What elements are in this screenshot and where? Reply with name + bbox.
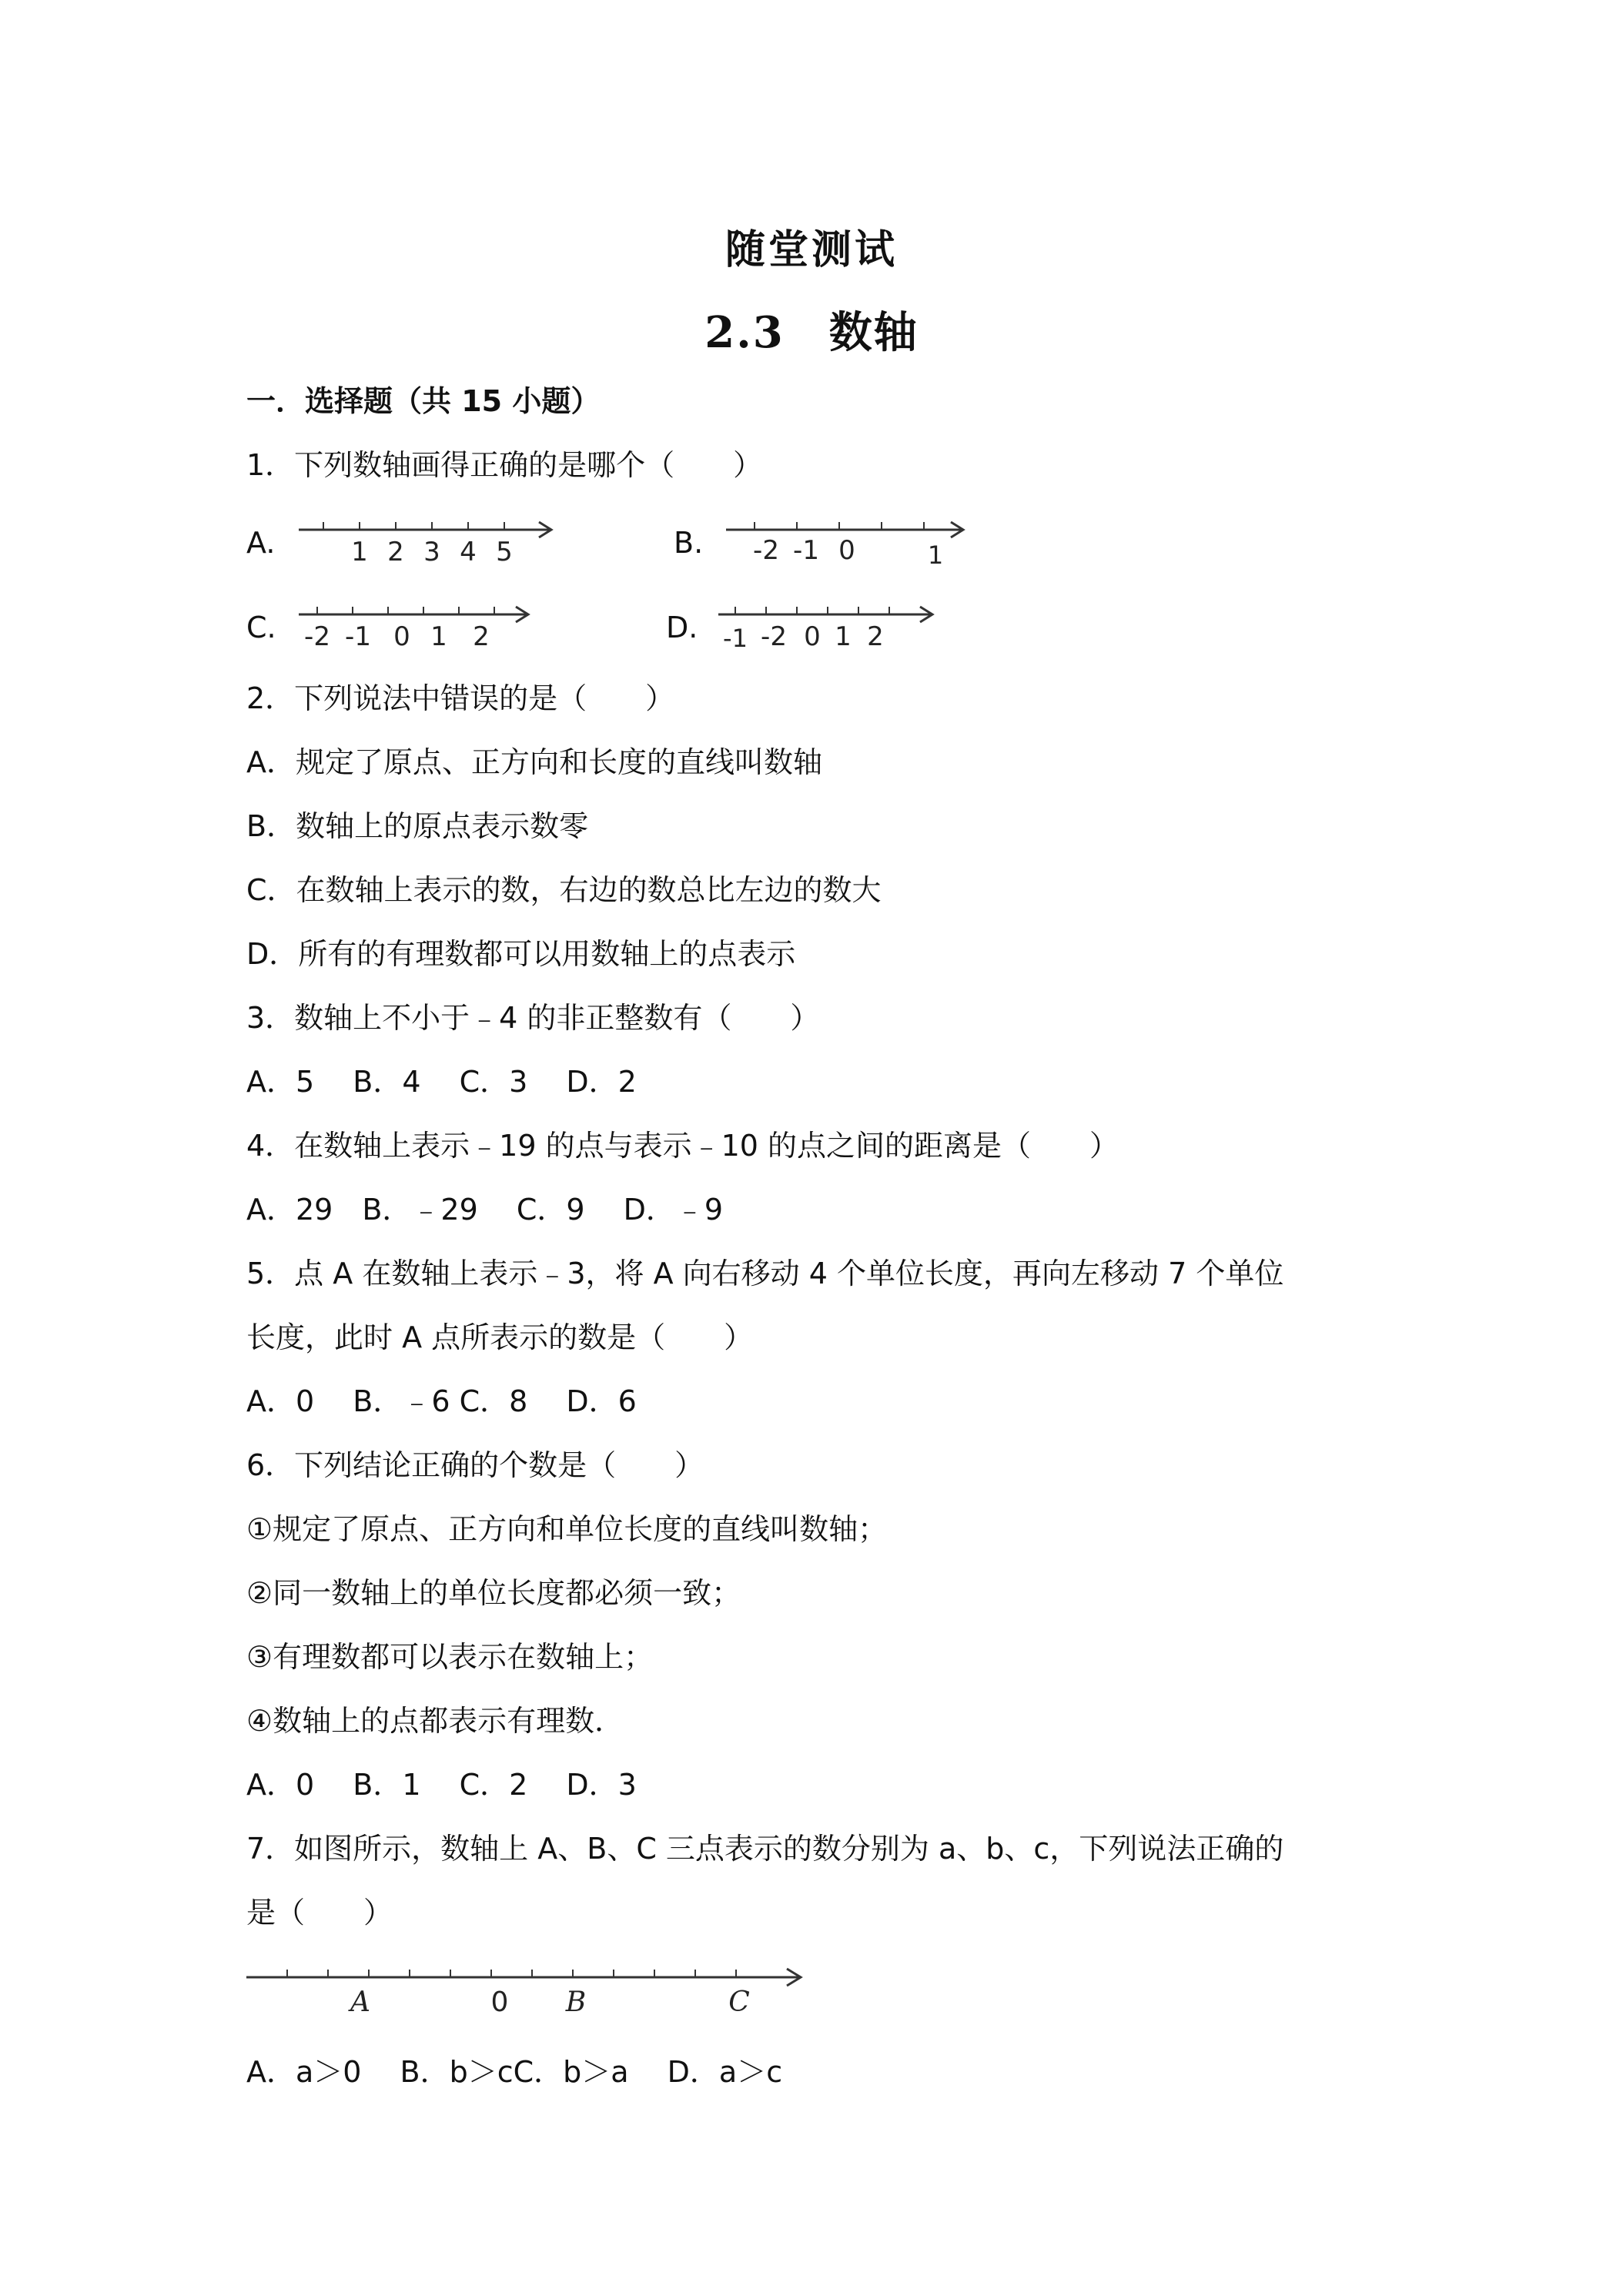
q2-stem: 2．下列说法中错误的是（ ）: [246, 681, 675, 715]
q7-point-a-label: A: [350, 1986, 370, 2018]
q1d-tick-label: 1: [835, 621, 852, 652]
q1-axis-c: [293, 593, 539, 654]
q1a-tick-label: 2: [387, 537, 404, 567]
q1a-tick-label: 1: [351, 537, 368, 567]
q7-stem-line2: 是（ ）: [246, 1896, 393, 1930]
q1d-tick-label: 0: [804, 621, 821, 652]
q1d-tick-label: -2: [761, 621, 787, 652]
q1d-tick-label: 2: [867, 621, 884, 652]
q1-option-c-label: C.: [246, 611, 276, 644]
q1a-tick-label: 4: [460, 537, 477, 567]
q6-statement-4: ④数轴上的点都表示有理数．: [246, 1704, 624, 1738]
q6-options: A．0 B．1 C．2 D．3: [246, 1768, 637, 1802]
q1-option-b-label: B.: [674, 526, 704, 560]
q2-option-b: B．数轴上的原点表示数零: [246, 809, 589, 843]
q6-stem: 6．下列结论正确的个数是（ ）: [246, 1448, 704, 1482]
q5-options: A．0 B．﹣6 C．8 D．6: [246, 1384, 637, 1418]
q1a-tick-label: 5: [496, 537, 513, 567]
q2-option-a: A．规定了原点、正方向和长度的直线叫数轴: [246, 745, 822, 779]
q1b-tick-label: 0: [838, 535, 855, 566]
section-heading: 一．选择题（共 15 小题）: [246, 384, 601, 418]
q5-stem-line1: 5．点 A 在数轴上表示﹣3，将 A 向右移动 4 个单位长度，再向左移动 7 个单位: [246, 1257, 1284, 1290]
q7-point-c-label: C: [728, 1986, 750, 2018]
q6-statement-2: ②同一数轴上的单位长度都必须一致；: [246, 1576, 741, 1610]
q5-stem-line2: 长度，此时 A 点所表示的数是（ ）: [246, 1320, 754, 1354]
q1-axis-d: [712, 593, 943, 654]
q3-options: A．5 B．4 C．3 D．2: [246, 1065, 637, 1099]
q1b-tick-label: -2: [753, 535, 779, 566]
q4-options: A．29 B．﹣29 C．9 D．﹣9: [246, 1193, 724, 1227]
q1b-tick-label: 1: [927, 541, 944, 570]
q4-stem: 4．在数轴上表示﹣19 的点与表示﹣10 的点之间的距离是（ ）: [246, 1129, 1119, 1163]
q1c-tick-label: 0: [393, 621, 410, 652]
q7-zero-label: 0: [490, 1986, 509, 2018]
q1a-tick-label: 3: [423, 537, 440, 567]
q2-option-d: D．所有的有理数都可以用数轴上的点表示: [246, 937, 796, 971]
q7-number-line: [245, 1956, 815, 2025]
q7-point-b-label: B: [565, 1986, 587, 2018]
page-subtitle: 2.3 数轴: [704, 307, 919, 358]
q1c-tick-label: 2: [473, 621, 490, 652]
q7-stem-line1: 7．如图所示，数轴上 A、B、C 三点表示的数分别为 a、b、c，下列说法正确的: [246, 1832, 1284, 1866]
q6-statement-1: ①规定了原点、正方向和单位长度的直线叫数轴；: [246, 1512, 888, 1546]
q3-stem: 3．数轴上不小于﹣4 的非正整数有（ ）: [246, 1001, 820, 1035]
q1c-tick-label: -1: [345, 621, 371, 652]
q1-option-a-label: A.: [246, 526, 276, 560]
q1c-tick-label: 1: [430, 621, 447, 652]
q1b-tick-label: -1: [793, 535, 819, 566]
q1-stem: 1．下列数轴画得正确的是哪个（ ）: [246, 448, 763, 482]
q2-option-c: C．在数轴上表示的数，右边的数总比左边的数大: [246, 873, 882, 907]
q1-axis-b: [720, 508, 974, 570]
q6-statement-3: ③有理数都可以表示在数轴上；: [246, 1640, 654, 1674]
q1c-tick-label: -2: [304, 621, 330, 652]
q1-option-d-label: D.: [666, 611, 698, 644]
q7-options: A．a＞0 B．b＞cC．b＞a D．a＞c: [246, 2055, 783, 2089]
q1d-tick-label: -1: [723, 624, 748, 653]
page-title: 随堂测试: [724, 226, 898, 273]
q1-axis-a: [293, 508, 562, 570]
